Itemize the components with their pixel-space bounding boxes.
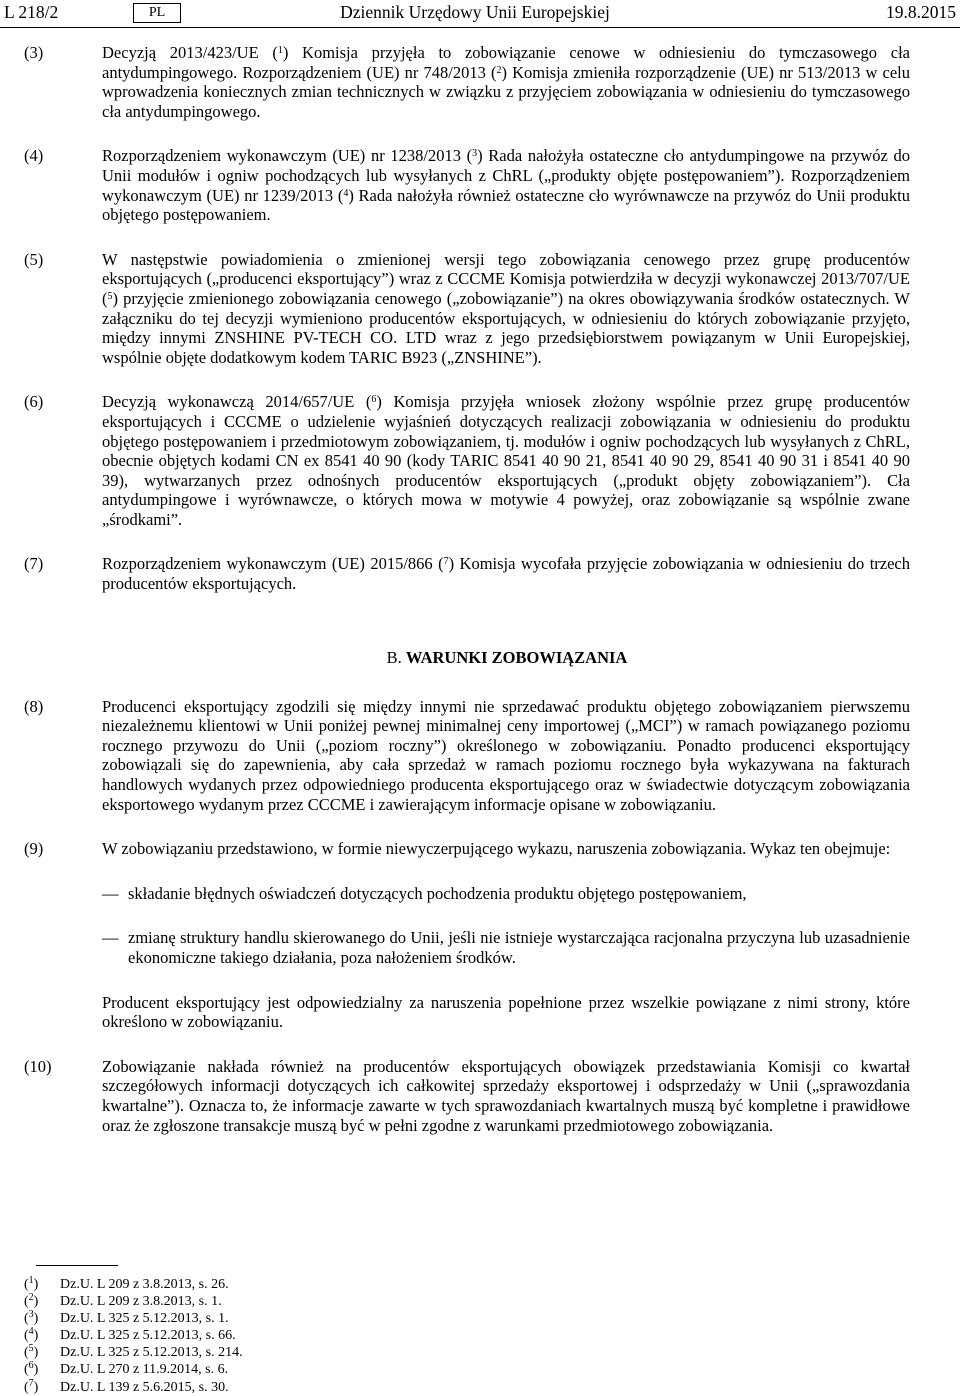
recital-text: Rozporządzeniem wykonawczym (UE) 2015/866 ($^7$) Komisja wycofała przyjęcie zobowiązania w odniesieniu do trzech producentów eksportujących. (102, 554, 910, 594)
section-title: WARUNKI ZOBOWIĄZANIA (405, 647, 628, 667)
footnote-text: Dz.U. L 270 z 11.9.2014, s. 6. (60, 1362, 229, 1378)
footnote-number: ($^1$) (24, 1275, 39, 1292)
dash-marker: — (102, 928, 119, 948)
section-letter: B. (386, 647, 402, 667)
footnote-number: ($^7$) (24, 1377, 39, 1395)
recital-5 (24, 250, 910, 368)
footnote (24, 1276, 243, 1293)
recital-text: W zobowiązaniu przedstawiono, w formie niewyczerpującego wykazu, naruszenia zobowiązania. Wykaz ten obejmuje: (102, 839, 891, 859)
recital-3 (24, 43, 910, 121)
recital-text: W następstwie powiadomienia o zmienionej wersji tego zobowiązania cenowego przez grupę producentów eksportujących („producenci eksportujący”) wraz z CCCME Komisja potwierdziła w decyzji wykonawczej 2013/707/UE ($^5$) przyjęcie zmienionego zobowiązania cenowego („zobowiązanie”) na okres obowiązywania środków ostatecznych. W załączniku do tej decyzji wymieniono producentów eksportujących, w odniesieniu do których zobowiązanie przyjęto, między innymi ZNSHINE PV-TECH CO. LTD wraz z jego przedsiębiorstwem powiązanym w Unii Europejskiej, wspólnie objęte dodatkowym kodem TARIC B923 („ZNSHINE”). (102, 249, 910, 367)
list-item-text: zmianę struktury handlu skierowanego do Unii, jeśli nie istnieje wystarczająca racjonalna przyczyna lub uzasadnienie ekonomiczne takiego działania, poza nałożeniem środków. (128, 928, 910, 967)
recital-number: (10) (24, 1056, 52, 1076)
recital-number: (5) (24, 249, 44, 269)
footnote (24, 1293, 243, 1310)
recital-number: (9) (24, 839, 44, 859)
recital-9 (24, 839, 910, 1032)
list-item (102, 884, 910, 904)
footnote-number: ($^3$) (24, 1309, 39, 1327)
footnote-text: Dz.U. L 139 z 5.6.2015, s. 30. (60, 1379, 229, 1395)
recital-7 (24, 554, 910, 593)
footnote (24, 1327, 243, 1344)
language-badge: PL (133, 3, 181, 23)
publication-date: 19.8.2015 (886, 2, 956, 22)
recital-text: Decyzją 2013/423/UE ($^1$) Komisja przyjęła to zobowiązanie cenowe w odniesieniu do tymczasowego cła antydumpingowego. Rozporządzeniem (UE) nr 748/2013 ($^2$) Komisja zmieniła rozporządzenie (UE) nr 513/2013 w celu wprowadzenia koniecznych zmian technicznych w związku z przyjęciem zobowiązania w odniesieniu do tymczasowego cła antydumpingowego. (102, 43, 910, 121)
footnote (24, 1310, 243, 1327)
header-rule (0, 27, 960, 28)
recital-4 (24, 146, 910, 224)
main-content (24, 43, 910, 1160)
footnote-number: ($^5$) (24, 1343, 39, 1361)
recital-number: (4) (24, 146, 44, 166)
footnotes (24, 1276, 243, 1396)
section-heading (24, 648, 910, 668)
dash-marker: — (102, 883, 119, 903)
recital-8 (24, 697, 910, 815)
recital-6 (24, 392, 910, 529)
footnote-number: ($^6$) (24, 1360, 39, 1378)
recital-text: Rozporządzeniem wykonawczym (UE) nr 1238/2013 ($^3$) Rada nałożyła ostateczne cło antydumpingowe na przywóz do Unii modułów i ogniw pochodzących lub wysyłanych z ChRL („produkty objęte postępowaniem”). Rozporządzeniem wykonawczym (UE) nr 1239/2013 ($^4$) Rada nałożyła również ostateczne cło wyrównawcze na przywóz do Unii produktu objętego postępowaniem. (102, 146, 910, 225)
footnote-text: Dz.U. L 325 z 5.12.2013, s. 214. (60, 1345, 243, 1361)
footnote-text: Dz.U. L 209 z 3.8.2013, s. 1. (60, 1294, 222, 1310)
recital-text: Producenci eksportujący zgodzili się między innymi nie sprzedawać produktu objętego zobowiązaniem pierwszemu niezależnemu klientowi w Unii poniżej pewnej minimalnej ceny importowej („MCI”) w ramach powiązanego poziomu rocznego przywozu do Unii („poziom roczny”) określonego w zobowiązaniu. Ponadto producenci eksportujący zobowiązali się do zapewnienia, aby cała sprzedaż w ramach poziomu rocznego była wykazywana na fakturach handlowych wydanych przez odpowiedniego producenta eksportującego oraz w świadectwie dotyczącym zobowiązania eksportowego wydanym przez CCCME i zawierającym informacje opisane w zobowiązaniu. (102, 696, 910, 814)
list-item (102, 928, 910, 967)
footnote-text: Dz.U. L 325 z 5.12.2013, s. 1. (60, 1311, 229, 1327)
page-header (0, 0, 960, 28)
footnote (24, 1361, 243, 1378)
journal-title: Dziennik Urzędowy Unii Europejskiej (340, 2, 610, 22)
footnote-text: Dz.U. L 209 z 3.8.2013, s. 26. (60, 1277, 229, 1292)
footnote-number: ($^4$) (24, 1326, 39, 1344)
recital-number: (3) (24, 43, 44, 62)
footnote (24, 1379, 243, 1396)
footnote-text: Dz.U. L 325 z 5.12.2013, s. 66. (60, 1328, 236, 1344)
page-reference: L 218/2 (4, 2, 59, 22)
recital-closing-text: Producent eksportujący jest odpowiedzialny za naruszenia popełnione przez wszelkie powiązane z nimi strony, które określono w zobowiązaniu. (102, 992, 910, 1032)
footnote (24, 1344, 243, 1361)
recital-10 (24, 1057, 910, 1135)
recital-text: Zobowiązanie nakłada również na producentów eksportujących obowiązek przedstawiania Komisji co kwartał szczegółowych informacji dotyczących ich całkowitej sprzedaży eksportowej i odsprzedaży w Unii („sprawozdania kwartalne”). Oznacza to, że informacje zawarte w tych sprawozdaniach kwartalnych muszą być kompletne i prawidłowe oraz że zgłoszone transakcje muszą być w pełni zgodne z warunkami przedmiotowego zobowiązania. (102, 1056, 910, 1135)
list-item-text: składanie błędnych oświadczeń dotyczących pochodzenia produktu objętego postępowaniem, (128, 883, 747, 903)
recital-number: (7) (24, 554, 44, 574)
recital-number: (6) (24, 392, 44, 412)
footnote-number: ($^2$) (24, 1292, 39, 1310)
footnote-separator (36, 1265, 118, 1266)
recital-text: Decyzją wykonawczą 2014/657/UE ($^6$) Komisja przyjęła wniosek złożony wspólnie przez grupę producentów eksportujących i CCCME o udzielenie wyjaśnień dotyczących realizacji zobowiązania w odniesieniu do produktu objętego postępowaniem i przedmiotowym zobowiązaniem, tj. modułów i ogniw pochodzących lub wysyłanych z ChRL, obecnie objętych kodami CN ex 8541 40 90 (kody TARIC 8541 40 90 21, 8541 40 90 29, 8541 40 90 31 i 8541 40 90 39), wytwarzanych przez odnośnych producentów eksportujących („produkt objęty zobowiązaniem”). Cła antydumpingowe i wyrównawcze, o których mowa w motywie 4 powyżej, oraz zobowiązanie są wspólnie zwane „środkami”. (102, 392, 910, 529)
recital-number: (8) (24, 696, 44, 716)
